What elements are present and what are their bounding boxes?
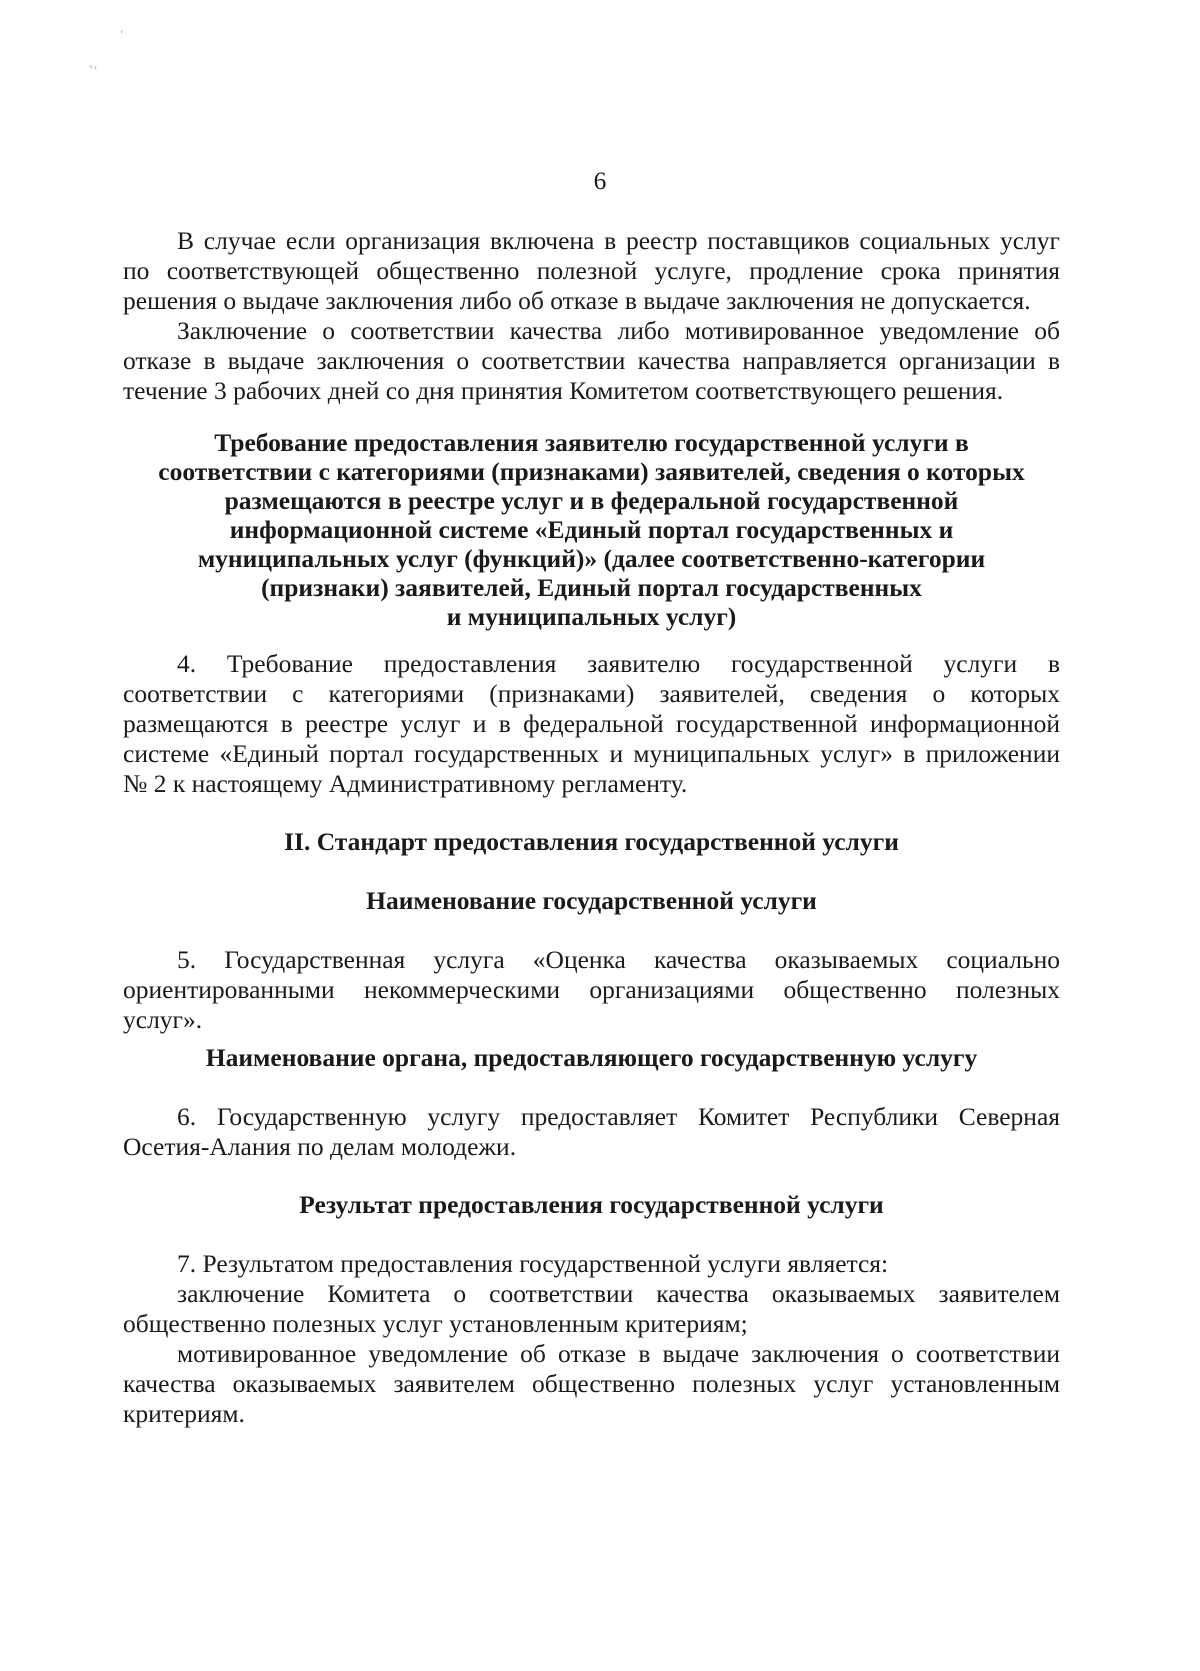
paragraph-intro-2 <box>123 316 1060 406</box>
heading-line: (признаки) заявителей, Единый портал государственных <box>261 573 922 602</box>
text-line: общественно полезных услуг установленным критериям; <box>123 1309 748 1338</box>
paragraph-6 <box>123 1102 1060 1162</box>
text-line: размещаются в реестре услуг и в федеральной государственной информационной <box>123 709 1060 738</box>
text-line: качества оказываемых заявителем общественно полезных услуг установленным <box>123 1369 1060 1398</box>
text-line: по соответствующей общественно полезной услуге, продление срока принятия <box>123 256 1060 285</box>
paragraph-7-intro <box>123 1249 1060 1279</box>
paragraph-intro-1 <box>123 226 1060 316</box>
text-line: № 2 к настоящему Административному регламенту. <box>123 769 688 798</box>
text-line: Заключение о соответствии качества либо мотивированное уведомление об <box>177 316 1060 345</box>
text-line: критериям. <box>123 1399 245 1428</box>
paragraph-5 <box>123 945 1060 1035</box>
text-line: отказе в выдаче заключения о соответствии качества направляется организации в <box>123 346 1060 375</box>
heading-result: Результат предоставления государственной услуги <box>299 1190 884 1219</box>
text-line: системе «Единый портал государственных и муниципальных услуг» в приложении <box>123 739 1060 768</box>
text-line: соответствии с категориями (признаками) заявителей, сведения о которых <box>123 679 1060 708</box>
heading-line: муниципальных услуг (функций)» (далее соответственно-категории <box>197 544 986 573</box>
heading-line: соответствии с категориями (признаками) заявителей, сведения о которых <box>158 457 1025 486</box>
paragraph-7-item-1 <box>123 1279 1060 1339</box>
heading-line: и муниципальных услуг) <box>446 602 737 631</box>
heading-section-2: II. Стандарт предоставления государственной услуги <box>284 827 899 856</box>
heading-authority: Наименование органа, предоставляющего государственную услугу <box>205 1043 978 1072</box>
text-line: Осетия-Алания по делам молодежи. <box>123 1132 517 1161</box>
text-line: 7. Результатом предоставления государственной услуги является: <box>177 1249 889 1278</box>
page-number: 6 <box>593 166 607 195</box>
text-line: 4. Требование предоставления заявителю государственной услуги в <box>177 649 1060 678</box>
text-line: 5. Государственная услуга «Оценка качества оказываемых социально <box>177 945 1060 974</box>
heading-service-name: Наименование государственной услуги <box>366 886 817 915</box>
text-line: решения о выдаче заключения либо об отказе в выдаче заключения не допускается. <box>123 286 1031 315</box>
text-line: течение 3 рабочих дней со дня принятия Комитетом соответствующего решения. <box>123 376 1004 405</box>
heading-line: информационной системе «Единый портал государственных и <box>229 515 954 544</box>
heading-line: Требование предоставления заявителю государственной услуги в <box>214 428 969 457</box>
text-line: услуг». <box>123 1005 203 1034</box>
text-line: заключение Комитета о соответствии качества оказываемых заявителем <box>177 1279 1060 1308</box>
paragraph-7-item-2 <box>123 1339 1060 1429</box>
scan-speck: ˂' <box>88 64 98 78</box>
paragraph-4 <box>123 649 1060 799</box>
heading-line: размещаются в реестре услуг и в федеральной государственной <box>224 486 959 515</box>
text-line: В случае если организация включена в реестр поставщиков социальных услуг <box>177 226 1060 255</box>
text-line: ориентированными некоммерческими организациями общественно полезных <box>123 975 1060 1004</box>
scan-speck: ' <box>120 28 124 42</box>
text-line: мотивированное уведомление об отказе в выдаче заключения о соответствии <box>177 1339 1060 1368</box>
text-line: 6. Государственную услугу предоставляет Комитет Республики Северная <box>177 1102 1060 1131</box>
heading-requirements <box>123 428 1060 631</box>
document-body <box>123 226 1060 1429</box>
